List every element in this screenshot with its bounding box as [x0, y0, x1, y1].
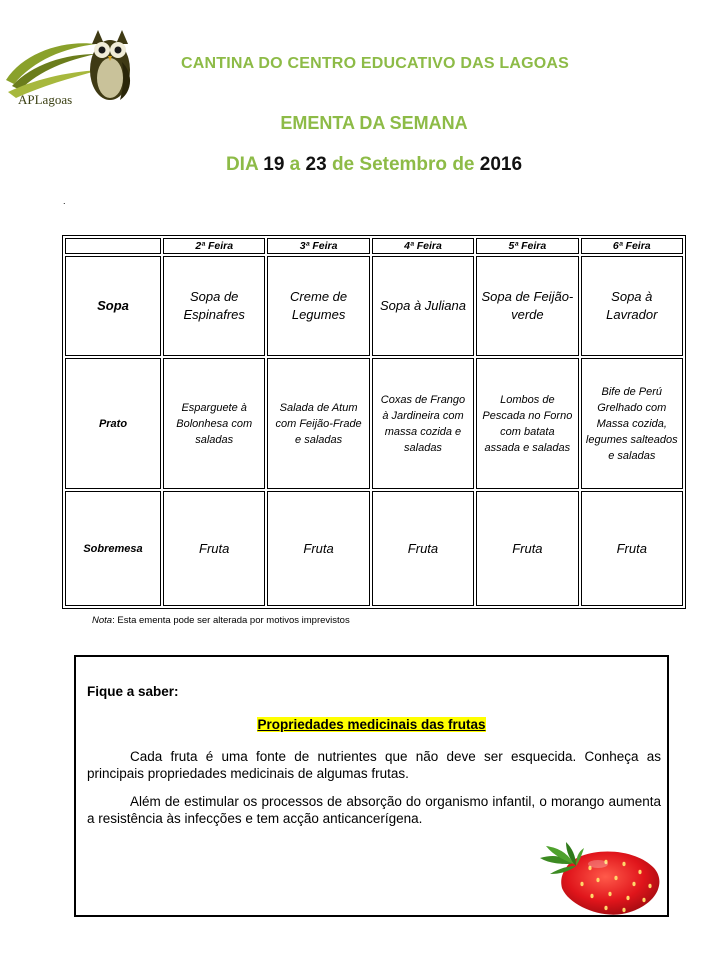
date-connector: a: [289, 154, 301, 175]
menu-note: [92, 615, 350, 626]
day-header: 2ª Feira: [163, 238, 265, 254]
stray-mark: .: [63, 196, 66, 206]
row-label-prato: Prato: [65, 358, 161, 489]
info-box-subtitle-wrap: [76, 716, 667, 734]
info-box-label: Fique a saber:: [87, 684, 179, 699]
menu-cell: Sopa de Espinafres: [163, 256, 265, 356]
table-row-sobremesa: [65, 491, 683, 606]
date-start-day: 19: [263, 154, 285, 175]
menu-title: EMENTA DA SEMANA: [280, 113, 468, 133]
date-prefix: DIA: [225, 154, 258, 175]
strawberry-icon: [536, 838, 666, 918]
table-row-sopa: [65, 256, 683, 356]
logo-text: APLagoas: [18, 92, 73, 107]
note-text: : Esta ementa pode ser alterada por motivos imprevistos: [112, 615, 350, 626]
menu-cell: Fruta: [581, 491, 683, 606]
menu-cell: Esparguete à Bolonhesa com saladas: [163, 358, 265, 489]
menu-cell: Sopa à Lavrador: [581, 256, 683, 356]
row-label-sobremesa: Sobremesa: [65, 491, 161, 606]
info-box-subtitle: Propriedades medicinais das frutas: [257, 717, 486, 732]
row-label-sopa: Sopa: [65, 256, 161, 356]
date-year: 2016: [479, 154, 523, 175]
date-month-text: de Setembro de: [331, 154, 475, 175]
info-paragraph-text: Além de estimular os processos de absorção do organismo infantil, o morango aumenta a resistência às infecções e tem acção anticancerígena.: [87, 794, 661, 826]
menu-cell: Creme de Legumes: [267, 256, 369, 356]
menu-cell: Salada de Atum com Feijão-Frade e saladas: [267, 358, 369, 489]
organization-title: CANTINA DO CENTRO EDUCATIVO DAS LAGOAS: [180, 55, 570, 72]
day-header: 3ª Feira: [267, 238, 369, 254]
menu-cell: Bife de Perú Grelhado com Massa cozida, legumes salteados e saladas: [581, 358, 683, 489]
menu-cell: Sopa de Feijão-verde: [476, 256, 578, 356]
menu-cell: Fruta: [476, 491, 578, 606]
menu-cell: Fruta: [267, 491, 369, 606]
table-row-prato: [65, 358, 683, 489]
table-header-row: [65, 238, 683, 254]
menu-cell: Lombos de Pescada no Forno com batata assada e saladas: [476, 358, 578, 489]
day-header: 6ª Feira: [581, 238, 683, 254]
info-paragraph: [87, 793, 661, 827]
day-header: 5ª Feira: [476, 238, 578, 254]
day-header: 4ª Feira: [372, 238, 474, 254]
menu-cell: Coxas de Frango à Jardineira com massa cozida e saladas: [372, 358, 474, 489]
menu-cell: Fruta: [163, 491, 265, 606]
info-paragraph: [87, 748, 661, 782]
note-label: Nota: [92, 615, 113, 626]
menu-cell: Fruta: [372, 491, 474, 606]
table-corner-cell: [65, 238, 161, 254]
menu-cell: Sopa à Juliana: [372, 256, 474, 356]
info-paragraph-text: Cada fruta é uma fonte de nutrientes que não deve ser esquecida. Conheça as principais propriedades medicinais de algumas frutas.: [87, 749, 661, 781]
date-line: [0, 154, 720, 176]
date-end-day: 23: [305, 154, 327, 175]
strawberry-illustration: [536, 838, 666, 918]
weekly-menu-table: [62, 235, 686, 609]
